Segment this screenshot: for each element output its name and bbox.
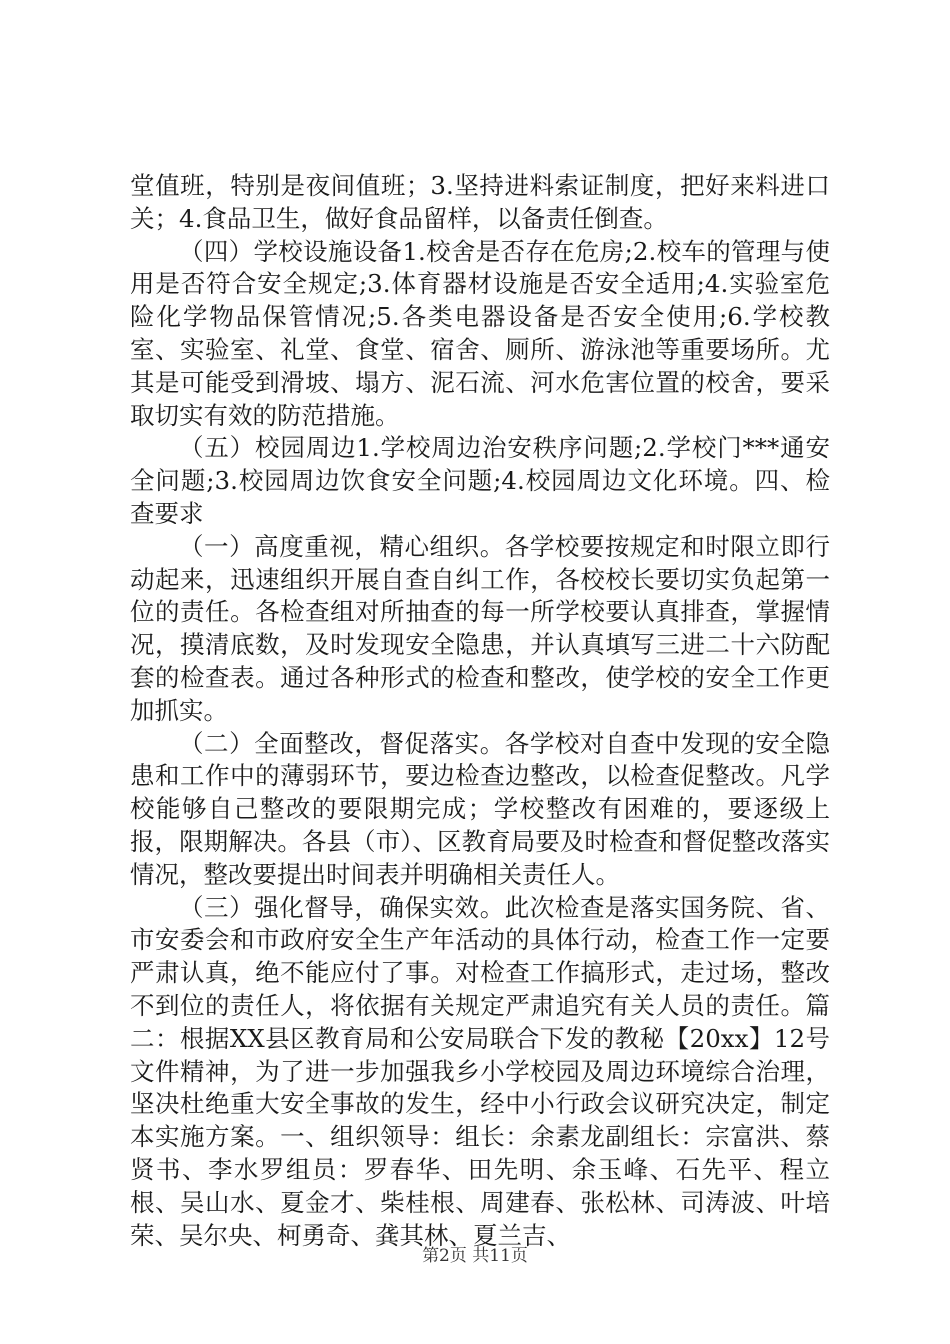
- paragraph-1: 堂值班，特别是夜间值班；3.坚持进料索证制度，把好来料进口关；4.食品卫生，做好食品留样，以备责任倒查。: [130, 171, 830, 233]
- paragraph-5: （二）全面整改，督促落实。各学校对自查中发现的安全隐患和工作中的薄弱环节，要边检查边整改，以检查促整改。凡学校能够自己整改的要限期完成；学校整改有困难的，要逐级上报，限期解决。各县（市）、区教育局要及时检查和督促整改落实情况，整改要提出时间表并明确相关责任人。: [130, 728, 830, 889]
- paragraph-3: （五）校园周边1.学校周边治安秩序问题;2.学校门***通安全问题;3.校园周边饮食安全问题;4.校园周边文化环境。四、检查要求: [130, 433, 830, 528]
- paragraph-2: （四）学校设施设备1.校舍是否存在危房;2.校车的管理与使用是否符合安全规定;3.体育器材设施是否安全适用;4.实验室危险化学物品保管情况;5.各类电器设备是否安全使用;6.学校教室、实验室、礼堂、食堂、宿舍、厕所、游泳池等重要场所。尤其是可能受到滑坡、塌方、泥石流、河水危害位置的校舍，要采取切实有效的防范措施。: [130, 236, 830, 430]
- paragraph-6: （三）强化督导，确保实效。此次检查是落实国务院、省、市安委会和市政府安全生产年活动的具体行动，检查工作一定要严肃认真，绝不能应付了事。对检查工作搞形式，走过场，整改不到位的责任人，将依据有关规定严肃追究有关人员的责任。篇二：根据XX县区教育局和公安局联合下发的教秘【20xx】12号文件精神，为了进一步加强我乡小学校园及周边环境综合治理，坚决杜绝重大安全事故的发生，经中小行政会议研究决定，制定本实施方案。一、组织领导：组长：余素龙副组长：宗富洪、蔡贤书、李水罗组员：罗春华、田先明、余玉峰、石先平、程立根、吴山水、夏金才、柴桂根、周建春、张松林、司涛波、叶培荣、吴尔央、柯勇奇、龚其林、夏兰吉、: [130, 892, 830, 1250]
- page-number-footer: 第2页 共11页: [422, 1246, 528, 1266]
- document-body: [130, 170, 830, 1252]
- paragraph-4: （一）高度重视，精心组织。各学校要按规定和时限立即行动起来，迅速组织开展自查自纠工作，各校校长要切实负起第一位的责任。各检查组对所抽查的每一所学校要认真排查，掌握情况，摸清底数，及时发现安全隐患，并认真填写三进二十六防配套的检查表。通过各种形式的检查和整改，使学校的安全工作更加抓实。: [130, 531, 830, 725]
